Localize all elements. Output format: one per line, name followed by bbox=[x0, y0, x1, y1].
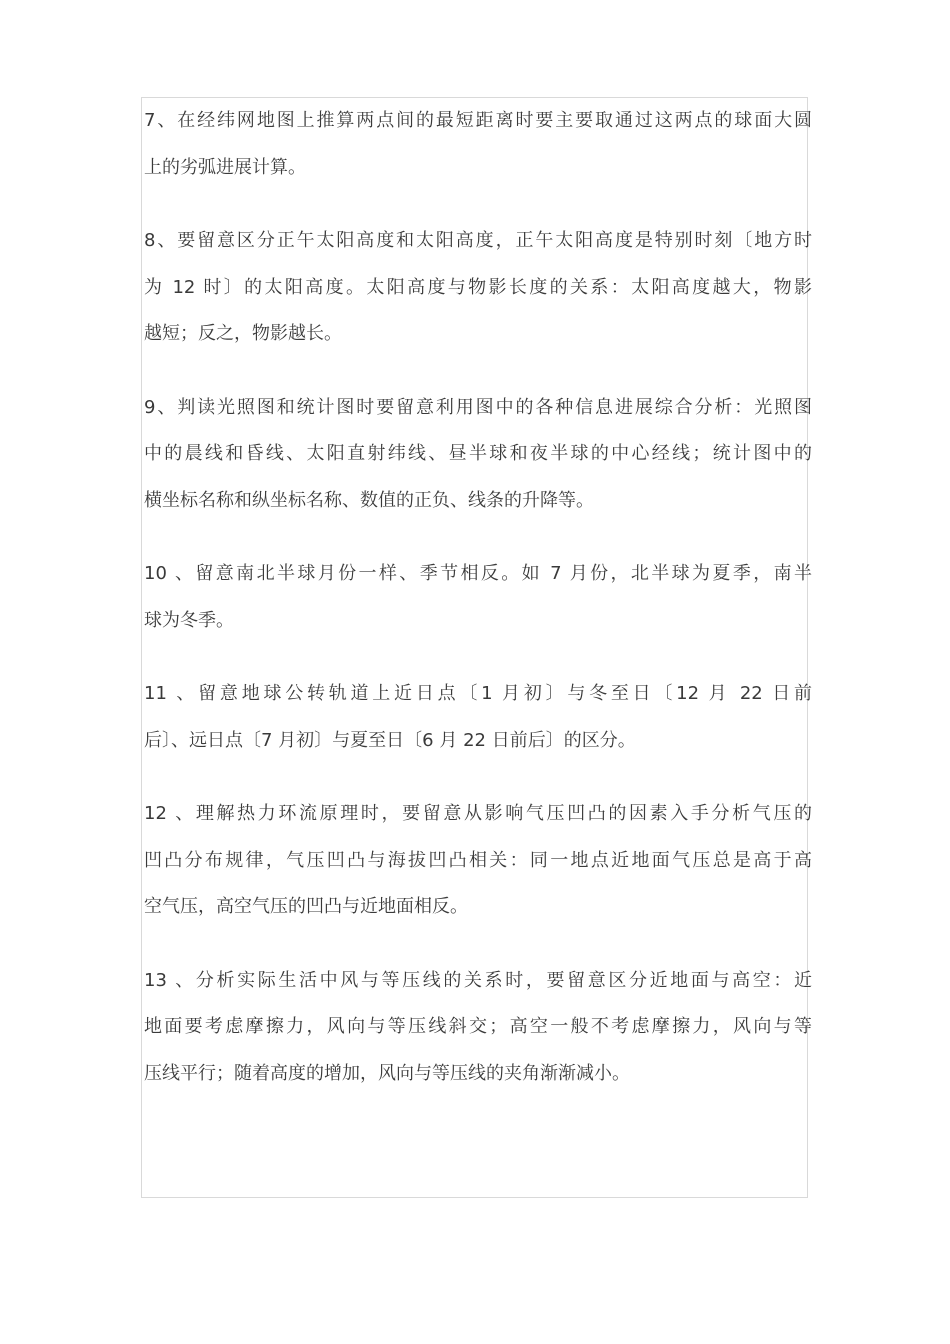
paragraph-8 bbox=[144, 224, 812, 350]
paragraph-line: 11 、留意地球公转轨道上近日点〔1 月初〕与冬至日〔12 月 22 日前 bbox=[144, 683, 812, 704]
document-body bbox=[144, 104, 812, 1103]
paragraph-line: 8、要留意区分正午太阳高度和太阳高度，正午太阳高度是特别时刻〔地方时 bbox=[144, 230, 812, 251]
paragraph-line: 为 12 时〕的太阳高度。太阳高度与物影长度的关系：太阳高度越大，物影 bbox=[144, 276, 812, 298]
paragraph-line: 地面要考虑摩擦力，风向与等压线斜交；高空一般不考虑摩擦力，风向与等 bbox=[144, 1016, 812, 1037]
paragraph-line: 10 、留意南北半球月份一样、季节相反。如 7 月份，北半球为夏季，南半 bbox=[144, 563, 812, 584]
paragraph-line: 后〕、远日点〔7 月初〕与夏至日〔6 月 22 日前后〕的区分。 bbox=[144, 729, 636, 751]
paragraph-line: 凹凸分布规律，气压凹凸与海拔凹凸相关：同一地点近地面气压总是高于高 bbox=[144, 849, 812, 871]
paragraph-line: 球为冬季。 bbox=[144, 609, 234, 631]
paragraph-10 bbox=[144, 557, 812, 637]
paragraph-line: 7、在经纬网地图上推算两点间的最短距离时要主要取通过这两点的球面大圆 bbox=[144, 110, 812, 131]
paragraph-line: 中的晨线和昏线、太阳直射纬线、昼半球和夜半球的中心经线；统计图中的 bbox=[144, 443, 812, 464]
paragraph-12 bbox=[144, 797, 812, 923]
paragraph-line: 横坐标名称和纵坐标名称、数值的正负、线条的升降等。 bbox=[144, 489, 594, 511]
paragraph-line: 越短；反之，物影越长。 bbox=[144, 323, 342, 344]
paragraph-line: 空气压，高空气压的凹凸与近地面相反。 bbox=[144, 896, 468, 917]
paragraph-line: 上的劣弧进展计算。 bbox=[144, 156, 306, 178]
paragraph-9 bbox=[144, 391, 812, 517]
paragraph-line: 13 、分析实际生活中风与等压线的关系时，要留意区分近地面与高空：近 bbox=[144, 969, 812, 991]
paragraph-line: 12 、理解热力环流原理时，要留意从影响气压凹凸的因素入手分析气压的 bbox=[144, 803, 812, 824]
paragraph-13 bbox=[144, 964, 812, 1090]
paragraph-line: 9、判读光照图和统计图时要留意利用图中的各种信息进展综合分析：光照图 bbox=[144, 396, 812, 418]
paragraph-7 bbox=[144, 104, 812, 184]
paragraph-11 bbox=[144, 677, 812, 757]
paragraph-line: 压线平行；随着高度的增加，风向与等压线的夹角渐渐减小。 bbox=[144, 1062, 630, 1084]
